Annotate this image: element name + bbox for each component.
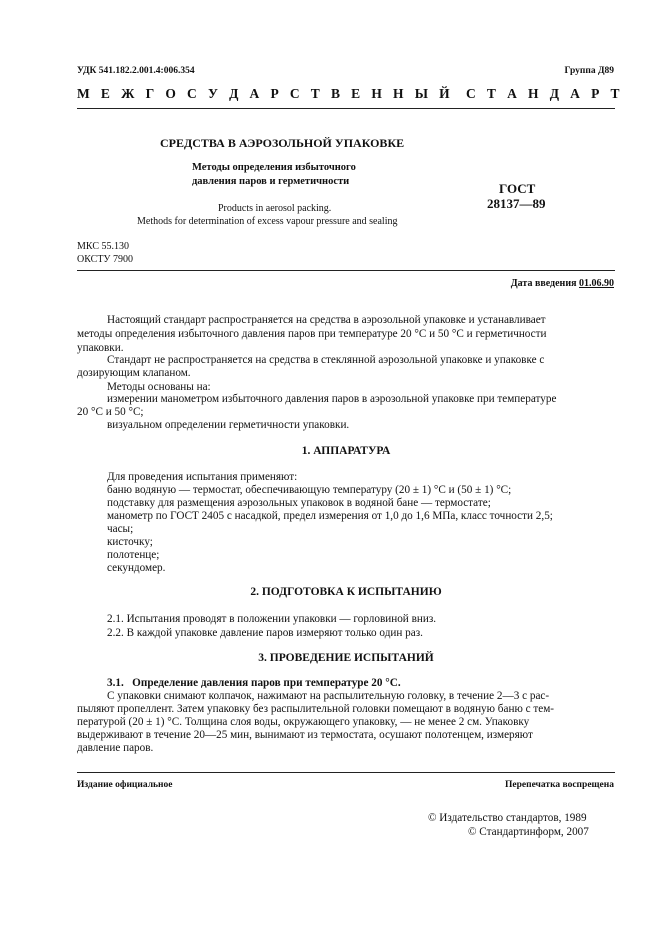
intro-p4-line1: измерении манометром избыточного давления паров в аэрозольной упаковке при температуре: [107, 393, 557, 405]
procedure-line: С упаковки снимают колпачок, нажимают на распылительную головку, в течение 2—3 с рас-: [107, 690, 550, 702]
procedure-line: пыляют пропеллент. Затем упаковку без распылительной головки помещают в водяную баню с тем-: [77, 703, 555, 715]
subtitle-line-2: давления паров и герметичности: [192, 176, 350, 187]
section-3-heading: 3. ПРОВЕДЕНИЕ ИСПЫТАНИЙ: [258, 652, 434, 664]
header-rule: [77, 108, 615, 109]
banner-left: М Е Ж Г О С У Д А Р С Т В Е Н Н Ы Й: [77, 86, 454, 101]
reprint-prohibited: Перепечатка воспрещена: [504, 780, 614, 790]
apparatus-item: полотенце;: [107, 549, 160, 561]
subsection-number: 3.1.: [107, 677, 124, 689]
group-code: Группа Д89: [564, 66, 614, 76]
footer-rule: [77, 772, 615, 773]
procedure-line: пературой (20 ± 1) °С. Толщина слоя воды, окружающего упаковку, — не менее 2 см. Упаковку: [77, 716, 530, 728]
gost-label: ГОСТ: [499, 181, 536, 196]
section-2-heading: 2. ПОДГОТОВКА К ИСПЫТАНИЮ: [250, 586, 442, 598]
apparatus-item: часы;: [107, 523, 134, 535]
okstu-code: ОКСТУ 7900: [77, 254, 134, 265]
apparatus-item: секундомер.: [107, 562, 166, 574]
procedure-line: давление паров.: [77, 742, 154, 754]
intro-p4-line2: 20 °С и 50 °С;: [77, 406, 144, 418]
banner-right: С Т А Н Д А Р Т: [466, 86, 624, 101]
intro-date-value: 01.06.90: [579, 278, 614, 289]
preparation-item: 2.1. Испытания проводят в положении упаковки — горловиной вниз.: [107, 613, 437, 625]
english-title-line-2: Methods for determination of excess vapour pressure and sealing: [137, 216, 398, 227]
copyright-2007: © Стандартинформ, 2007: [468, 826, 589, 838]
section-1-heading: 1. АППАРАТУРА: [301, 445, 391, 457]
gost-number: 28137—89: [487, 196, 546, 211]
apparatus-item: баню водяную — термостат, обеспечивающую температуру (20 ± 1) °С и (50 ± 1) °С;: [107, 484, 512, 496]
udk-code: УДК 541.182.2.001.4:006.354: [77, 66, 195, 76]
intro-p2-line1: Стандарт не распространяется на средства в стеклянной аэрозольной упаковке и упаковке с: [107, 354, 545, 366]
intro-date: [511, 278, 614, 289]
copyright-1989: © Издательство стандартов, 1989: [428, 812, 587, 824]
document-title: СРЕДСТВА В АЭРОЗОЛЬНОЙ УПАКОВКЕ: [160, 136, 405, 150]
title-rule: [77, 270, 615, 271]
apparatus-item: манометр по ГОСТ 2405 с насадкой, предел измерения от 1,0 до 1,6 МПа, класс точности 2,5;: [107, 510, 553, 522]
intro-p5-line1: визуальном определении герметичности упаковки.: [107, 419, 350, 431]
apparatus-item: кисточку;: [107, 536, 153, 548]
mks-code: МКС 55.130: [77, 241, 129, 252]
preparation-item: 2.2. В каждой упаковке давление паров измеряют только один раз.: [107, 627, 423, 639]
subsection-3-1: [107, 676, 401, 690]
official-edition: Издание официальное: [77, 780, 173, 790]
intro-p3-line1: Методы основаны на:: [107, 381, 211, 393]
intro-p1-line1: Настоящий стандарт распространяется на средства в аэрозольной упаковке и устанавливает: [107, 314, 546, 326]
intro-p2-line2: дозирующим клапаном.: [77, 367, 191, 379]
apparatus-item: подставку для размещения аэрозольных упаковок в водяной бане — термостате;: [107, 497, 491, 509]
apparatus-item: Для проведения испытания применяют:: [107, 471, 298, 483]
english-title-line-1: Products in aerosol packing.: [218, 203, 332, 214]
intro-p1-line2: методы определения избыточного давления паров при температуре 20 °С и 50 °С и герметичности: [77, 328, 547, 340]
intro-date-label: Дата введения: [510, 278, 577, 289]
subsection-title: Определение давления паров при температуре 20 °С.: [132, 677, 401, 689]
subtitle-line-1: Методы определения избыточного: [192, 162, 356, 173]
procedure-line: выдерживают в течение 20—25 мин, вынимают из термостата, осушают полотенцем, измеряют: [77, 729, 533, 741]
intro-p1-line3: упаковки.: [77, 342, 124, 354]
